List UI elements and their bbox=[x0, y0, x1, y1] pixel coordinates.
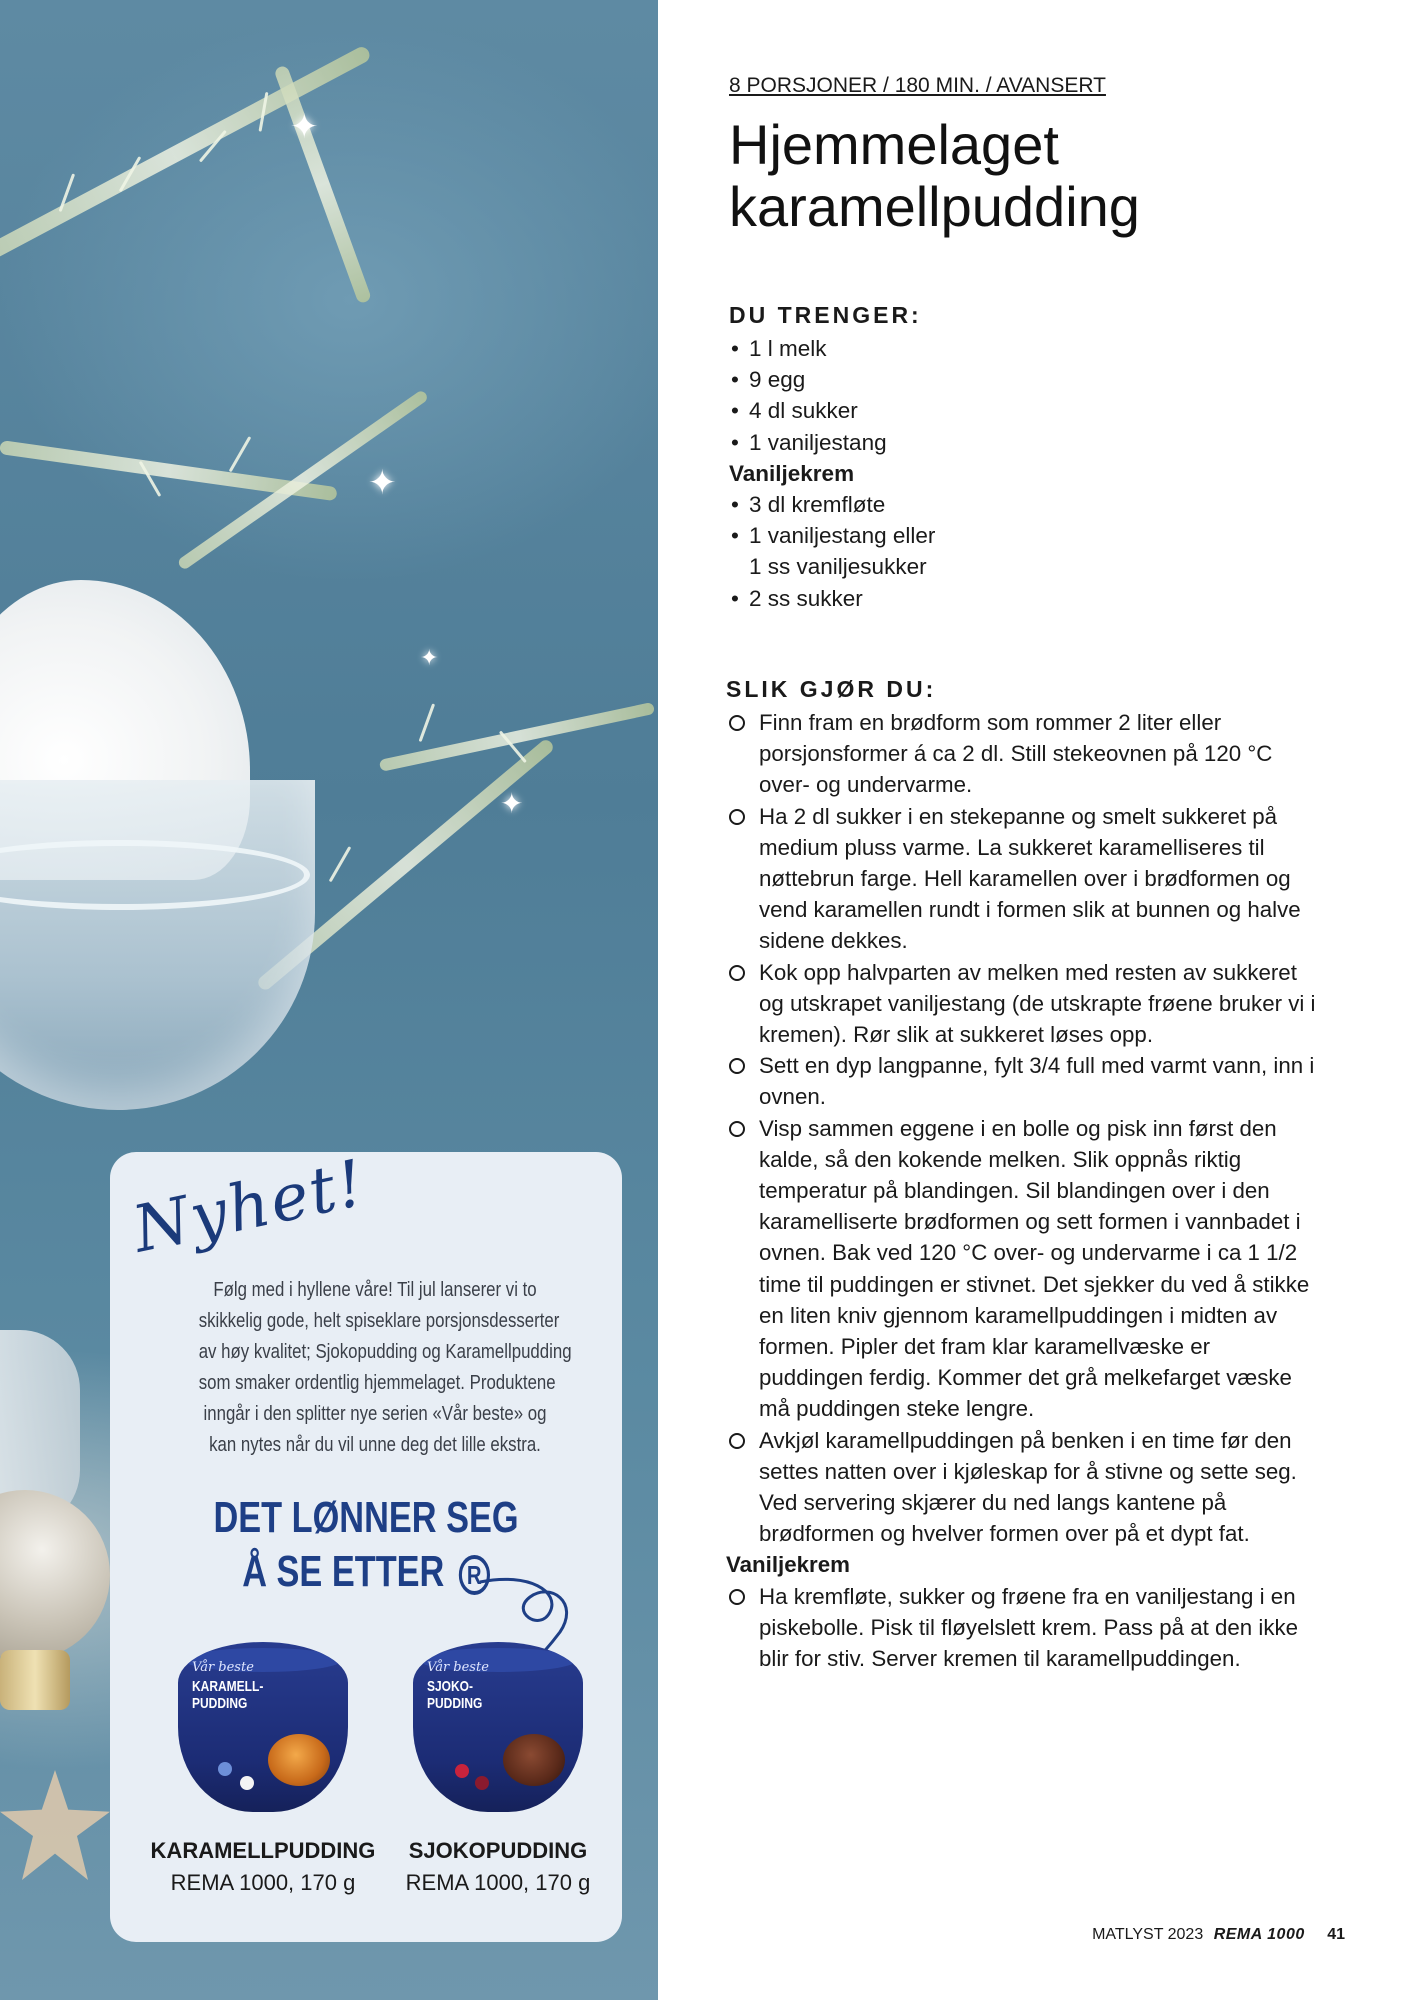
slogan-line-2-text: Å SE ETTER bbox=[242, 1547, 445, 1596]
steps-list bbox=[726, 707, 1316, 1674]
ingredient-item-continued bbox=[729, 551, 935, 582]
step-text: Avkjøl karamellpuddingen på benken i en time før den settes natten over i kjøleskap for å stivne og sette seg. Ved servering skjærer du ned langs kantene på brødformen og hvelver formen over på et dypt fat. bbox=[759, 1427, 1297, 1547]
card-text-line: skikkelig gode, helt spiseklare porsjonsdesserter bbox=[198, 1309, 560, 1332]
step-circle-icon bbox=[729, 1121, 745, 1137]
recipe-title-line: karamellpudding bbox=[729, 175, 1140, 238]
page-footer bbox=[1092, 1926, 1345, 1944]
recipe-title bbox=[729, 114, 1140, 238]
dessert-photo bbox=[0, 0, 658, 2000]
product-name: KARAMELLPUDDING bbox=[150, 1838, 376, 1863]
step-text: Sett en dyp langpanne, fylt 3/4 full med varmt vann, inn i ovnen. bbox=[759, 1053, 1315, 1110]
bullet-icon: • bbox=[731, 336, 739, 361]
pine-needle bbox=[419, 703, 435, 742]
page-number: 41 bbox=[1327, 1926, 1345, 1943]
chocolate-pudding-image bbox=[503, 1734, 565, 1786]
bullet-icon: • bbox=[731, 398, 739, 424]
package-label-line: PUDDING bbox=[427, 1695, 483, 1712]
card-text-line: inngår i den splitter nye serien «Vår beste» og bbox=[203, 1402, 547, 1425]
pine-branch bbox=[273, 65, 372, 305]
sparkle-icon: ✦ bbox=[290, 107, 319, 147]
nyhet-heading: Nyhet! bbox=[126, 1146, 372, 1268]
sparkle-icon: ✦ bbox=[500, 787, 524, 820]
package-label-line: SJOKO- bbox=[427, 1678, 474, 1695]
ingredient-text: 4 dl sukker bbox=[749, 398, 858, 424]
bullet-icon: • bbox=[731, 492, 739, 518]
card-text-line: kan nytes når du vil unne deg det lille ekstra. bbox=[209, 1433, 541, 1456]
step-item bbox=[726, 1425, 1316, 1550]
package-label bbox=[427, 1678, 482, 1712]
ingredient-text: 9 egg bbox=[749, 367, 806, 393]
ingredient-item bbox=[729, 333, 935, 364]
pine-needle bbox=[229, 436, 252, 472]
recipe-title-line: Hjemmelaget bbox=[729, 113, 1059, 176]
caramel-pudding-image bbox=[268, 1734, 330, 1786]
rema-brand-logo: REMA 1000 bbox=[1213, 1926, 1305, 1943]
sparkle-icon: ✦ bbox=[420, 646, 439, 671]
step-circle-icon bbox=[729, 1433, 745, 1449]
step-circle-icon bbox=[729, 1058, 745, 1074]
product-size: REMA 1000, 170 g bbox=[170, 1870, 356, 1895]
ingredient-text: 3 dl kremfløte bbox=[749, 492, 886, 518]
step-text: Finn fram en brødform som rommer 2 liter eller porsjonsformer á ca 2 dl. Still stekeovnen på 120 °C over- og undervarme. bbox=[759, 710, 1273, 798]
berry-decoration bbox=[455, 1764, 469, 1778]
ingredient-item bbox=[729, 427, 935, 458]
ingredients-list bbox=[729, 333, 935, 614]
card-text-line: som smaker ordentlig hjemmelaget. Produktene bbox=[198, 1371, 556, 1394]
card-body-text bbox=[198, 1274, 572, 1460]
bullet-icon: • bbox=[731, 523, 739, 549]
glass-bowl bbox=[0, 780, 315, 1110]
step-text: Visp sammen eggene i en bolle og pisk inn først den kalde, så den kokende melken. Slik oppnås riktig temperatur på blandingen. Sil blandingen over i den karamelliserte brødformen og sett formen i vannbadet i ovnen. Bak ved 120 °C over- og undervarme i ca 1 1/2 time til puddingen er stivnet. Det sjekker du ved å stikke en liten kniv gjennom karamellpuddingen i midten av formen. Pipler det fram klar karamellvæske er puddingen ferdig. Kommer det grå melkefarget væske må puddingen steke lengre. bbox=[759, 1115, 1310, 1422]
card-text-line: Følg med i hyllene våre! Til jul lanserer vi to bbox=[213, 1278, 537, 1301]
step-item bbox=[726, 1581, 1316, 1675]
steps-heading: SLIK GJØR DU: bbox=[726, 676, 937, 702]
vanilla-ingredients-heading: Vaniljekrem bbox=[729, 460, 855, 486]
wooden-star bbox=[0, 1770, 110, 1880]
ingredient-text: 1 ss vaniljesukker bbox=[749, 554, 927, 580]
recipe-meta: 8 PORSJONER / 180 MIN. / AVANSERT bbox=[729, 74, 1106, 97]
step-circle-icon bbox=[729, 809, 745, 825]
pine-needle bbox=[329, 846, 352, 882]
step-item bbox=[726, 957, 1316, 1051]
ingredient-text: 2 ss sukker bbox=[749, 585, 863, 611]
rema-r-logo-icon: R bbox=[459, 1555, 490, 1595]
ingredient-item bbox=[729, 583, 935, 614]
step-circle-icon bbox=[729, 1589, 745, 1605]
sparkle-icon: ✦ bbox=[368, 463, 397, 503]
package-script: Vår beste bbox=[427, 1660, 489, 1675]
package-label-line: KARAMELL- bbox=[192, 1678, 264, 1695]
step-text: Ha 2 dl sukker i en stekepanne og smelt sukkeret på medium pluss varme. La sukkeret karamelliseres til nøttebrun farge. Hell karamellen over i brødformen og vend karamellen rundt i formen slik at bunnen og halve sidene dekkes. bbox=[759, 803, 1301, 954]
product-size: REMA 1000, 170 g bbox=[405, 1870, 591, 1895]
step-text: Kok opp halvparten av melken med resten av sukkeret og utskrapet vaniljestang (de utskrapte frøene bruker vi i kremen). Rør slik at sukkeret løses opp. bbox=[759, 959, 1316, 1048]
product-karamellpudding bbox=[150, 1642, 376, 1896]
step-item bbox=[726, 1113, 1316, 1425]
step-item bbox=[726, 707, 1316, 801]
magazine-name: MATLYST 2023 bbox=[1092, 1926, 1204, 1943]
step-circle-icon bbox=[729, 715, 745, 731]
bullet-icon: • bbox=[731, 429, 739, 455]
vanilla-steps-heading: Vaniljekrem bbox=[726, 1552, 850, 1578]
package-script: Vår beste bbox=[192, 1660, 254, 1675]
karamellpudding-package bbox=[178, 1642, 348, 1812]
berry-decoration bbox=[218, 1762, 232, 1776]
ingredient-text: 1 l melk bbox=[749, 336, 827, 361]
step-item bbox=[726, 801, 1316, 957]
product-sjokopudding bbox=[405, 1642, 591, 1896]
ingredient-text: 1 vaniljestang eller bbox=[749, 523, 936, 549]
ingredient-item bbox=[729, 364, 935, 395]
berry-decoration bbox=[475, 1776, 489, 1790]
ingredient-text: 1 vaniljestang bbox=[749, 429, 887, 455]
step-circle-icon bbox=[729, 965, 745, 981]
ingredient-item bbox=[729, 395, 935, 426]
package-label bbox=[192, 1678, 263, 1712]
package-label-line: PUDDING bbox=[192, 1695, 248, 1712]
bauble-cap bbox=[0, 1650, 70, 1710]
ingredients-heading: DU TRENGER: bbox=[729, 302, 922, 328]
ingredient-item bbox=[729, 520, 935, 551]
berry-decoration bbox=[240, 1776, 254, 1790]
bullet-icon: • bbox=[731, 585, 739, 611]
slogan-line-1: DET LØNNER SEG bbox=[213, 1493, 519, 1542]
card-text-line: av høy kvalitet; Sjokopudding og Karamellpudding bbox=[198, 1340, 572, 1363]
sjokopudding-package bbox=[413, 1642, 583, 1812]
bullet-icon: • bbox=[731, 367, 739, 393]
step-text: Ha kremfløte, sukker og frøene fra en vaniljestang i en piskebolle. Pisk til fløyelslett krem. Pass på at den ikke blir for stiv. Server kremen til karamellpuddingen. bbox=[759, 1583, 1299, 1672]
step-item bbox=[726, 1050, 1316, 1112]
christmas-bauble bbox=[0, 1490, 110, 1660]
product-news-card bbox=[110, 1146, 622, 1942]
product-name: SJOKOPUDDING bbox=[408, 1838, 588, 1863]
ingredient-item bbox=[729, 489, 935, 520]
